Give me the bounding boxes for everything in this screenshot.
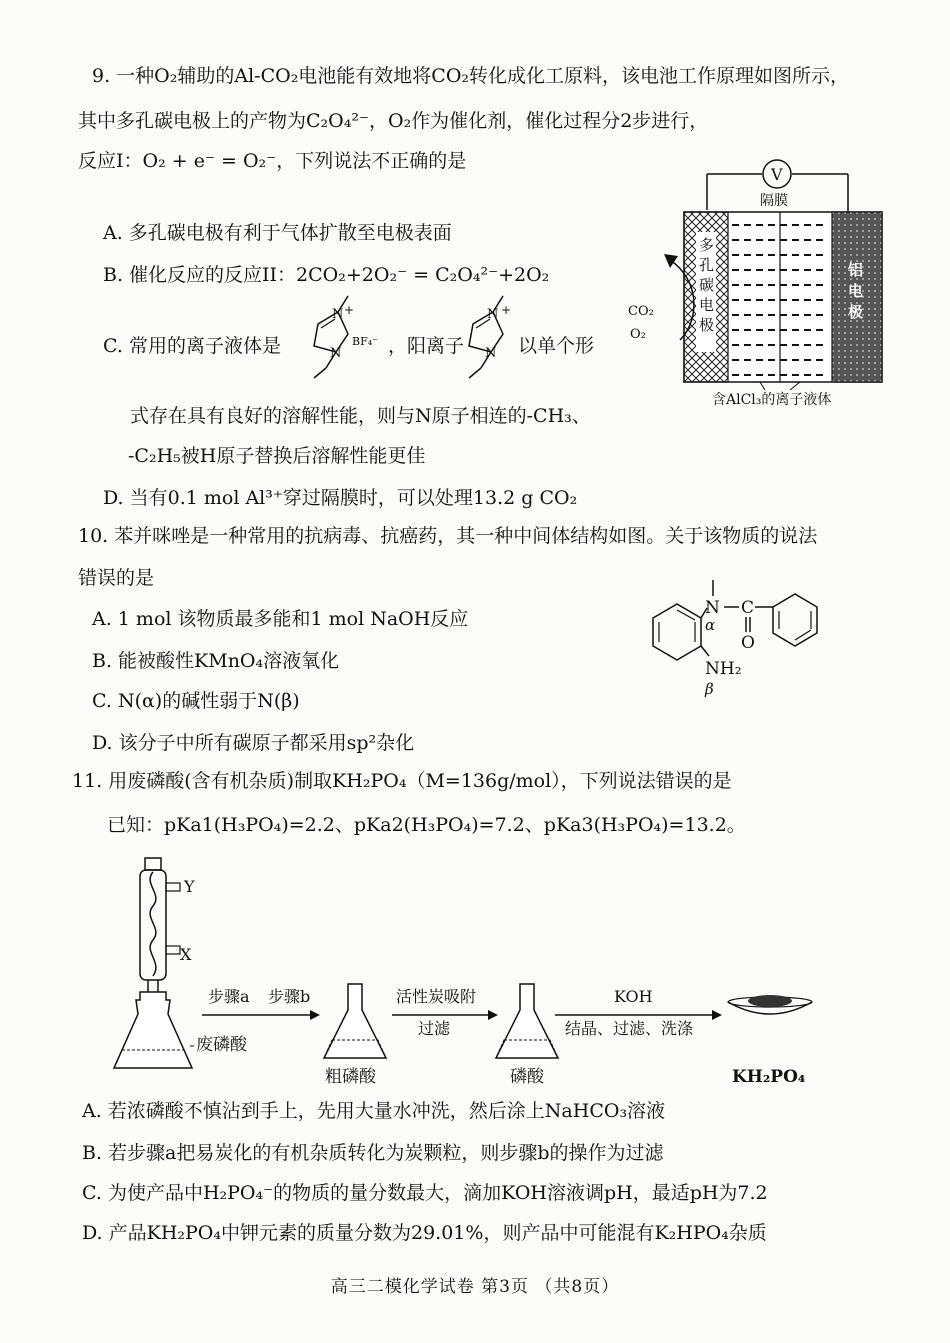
q9-option-c-line2: 式存在具有良好的溶解性能，则与N原子相连的-CH₃、 — [130, 405, 591, 427]
q11-option-b: B. 若步骤a把易炭化的有机杂质转化为炭颗粒，则步骤b的操作为过滤 — [82, 1142, 664, 1164]
struct1-n1: N — [332, 307, 344, 322]
struct2-n2: N — [485, 346, 497, 361]
right-electrode-char-2: 电 — [848, 282, 864, 300]
gas-co2: CO₂ — [628, 304, 654, 319]
q11-option-c: C. 为使产品中H₂PO₄⁻的物质的量分数最大，滴加KOH溶液调pH，最适pH为7.2 — [82, 1182, 768, 1204]
page-footer: 高三二模化学试卷 第3页 （共8页） — [330, 1277, 620, 1297]
q11-process-diagram — [110, 850, 830, 1090]
voltmeter-label: V — [771, 165, 783, 184]
atom-o: O — [741, 633, 755, 653]
struct2-plus: + — [501, 303, 512, 317]
condenser-port-y: Y — [184, 877, 195, 896]
product-label: KH₂PO₄ — [732, 1067, 806, 1087]
atom-c: C — [741, 598, 755, 618]
label-alpha: α — [705, 616, 716, 634]
gas-o2: O₂ — [630, 327, 646, 342]
left-electrode-char-5: 极 — [699, 316, 715, 334]
left-electrode-char-4: 电 — [699, 296, 715, 314]
q9-option-c-line3: -C₂H₅被H原子替换后溶解性能更佳 — [128, 445, 426, 467]
left-electrode-char-1: 多 — [699, 236, 715, 254]
q10-option-d: D. 该分子中所有碳原子都采用sp²杂化 — [92, 732, 415, 754]
ionic-liquid-structure — [296, 290, 386, 385]
step-b-label: 步骤b — [268, 987, 311, 1006]
koh-label: KOH — [614, 987, 653, 1006]
q11-option-a: A. 若浓磷酸不慎沾到手上，先用大量水冲洗，然后涂上NaHCO₃溶液 — [82, 1100, 666, 1122]
atom-n-alpha: N — [705, 598, 720, 618]
q10-stem-line2: 错误的是 — [78, 567, 155, 589]
right-electrode-char-1: 铝 — [848, 261, 864, 279]
q9-option-a: A. 多孔碳电极有利于气体扩散至电极表面 — [103, 222, 452, 244]
flask-waste-label: 废磷酸 — [196, 1035, 247, 1055]
q11-option-d: D. 产品KH₂PO₄中钾元素的质量分数为29.01%，则产品中可能混有K₂HPO₄杂质 — [82, 1222, 767, 1244]
q9-option-c-mid: ，阳离子 — [388, 335, 465, 357]
struct2-n1: N — [487, 307, 499, 322]
struct1-plus: + — [344, 303, 355, 317]
q9-stem-line2: 其中多孔碳电极上的产物为C₂O₄²⁻，O₂作为催化剂，催化过程分2步进行， — [78, 110, 709, 132]
q10-option-c: C. N(α)的碱性弱于N(β) — [92, 690, 300, 712]
battery-diagram — [620, 150, 890, 415]
right-electrode-char-3: 极 — [848, 303, 864, 321]
q9-option-c-prefix: C. 常用的离子液体是 — [103, 335, 281, 357]
electrolyte-label: 含AlCl₃的离子液体 — [712, 392, 832, 408]
q9-stem-line3: 反应I：O₂ + e⁻ = O₂⁻，下列说法不正确的是 — [78, 150, 467, 172]
cation-structure — [455, 290, 525, 385]
left-electrode-char-3: 碳 — [699, 276, 715, 294]
flask-crude-label: 粗磷酸 — [325, 1067, 376, 1087]
group-nh2: NH₂ — [705, 659, 742, 679]
condenser-port-x: X — [180, 945, 192, 964]
q9-stem-line1: 9. 一种O₂辅助的Al-CO₂电池能有效地将CO₂转化成化工原料，该电池工作原理如图所示， — [92, 65, 850, 87]
q9-option-d: D. 当有0.1 mol Al³⁺穿过隔膜时，可以处理13.2 g CO₂ — [103, 487, 578, 509]
struct1-bf4: BF₄⁻ — [352, 335, 378, 348]
q11-stem-line2: 已知：pKa1(H₃PO₄)=2.2、pKa2(H₃PO₄)=7.2、pKa3(H₃PO₄)=13.2。 — [107, 814, 746, 836]
left-electrode-char-2: 孔 — [699, 256, 715, 274]
membrane-label: 隔膜 — [760, 193, 788, 209]
q9-option-b: B. 催化反应的反应II：2CO₂+2O₂⁻ = C₂O₄²⁻+2O₂ — [103, 264, 550, 286]
filter-label: 过滤 — [418, 1019, 451, 1038]
label-beta: β — [705, 680, 714, 698]
q10-molecule-structure — [625, 570, 840, 705]
flask-pure-label: 磷酸 — [510, 1067, 544, 1087]
adsorb-label: 活性炭吸附 — [396, 987, 477, 1006]
q11-stem-line1: 11. 用废磷酸(含有机杂质)制取KH₂PO₄（M=136g/mol），下列说法错误的是 — [72, 770, 732, 792]
q10-stem-line1: 10. 苯并咪唑是一种常用的抗病毒、抗癌药，其一种中间体结构如图。关于该物质的说法 — [78, 525, 818, 547]
struct1-n2: N — [330, 346, 342, 361]
q10-option-a: A. 1 mol 该物质最多能和1 mol NaOH反应 — [92, 608, 469, 630]
crystal-label: 结晶、过滤、洗涤 — [565, 1019, 694, 1038]
q9-option-c-post: 以单个形 — [518, 335, 595, 357]
q10-option-b: B. 能被酸性KMnO₄溶液氧化 — [92, 650, 340, 672]
step-a-label: 步骤a — [208, 987, 250, 1006]
